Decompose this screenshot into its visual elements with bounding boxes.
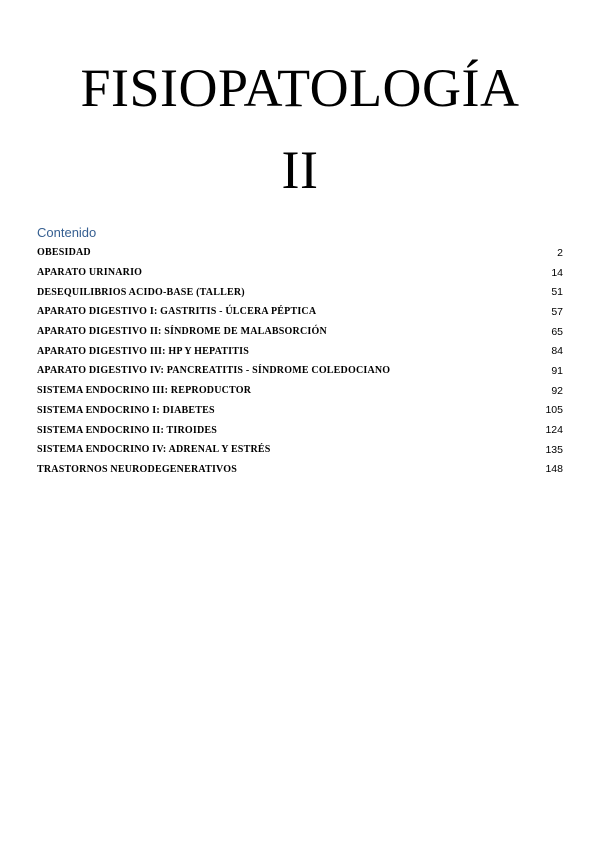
toc-entry-label: SISTEMA ENDOCRINO III: REPRODUCTOR	[37, 385, 252, 397]
toc-entry-page: 84	[551, 345, 563, 358]
toc-entry[interactable]	[37, 282, 563, 302]
toc-entry[interactable]	[37, 381, 563, 401]
toc-entry-label: APARATO URINARIO	[37, 267, 143, 279]
toc-entry[interactable]	[37, 401, 563, 421]
toc-entry[interactable]	[37, 460, 563, 480]
toc-entry[interactable]	[37, 440, 563, 460]
toc-entry-page: 57	[551, 305, 563, 318]
toc-entry-label: APARATO DIGESTIVO II: SÍNDROME DE MALABSORCIÓN	[37, 326, 327, 338]
document-subtitle-numeral: II	[281, 140, 319, 200]
toc-entry-label: APARATO DIGESTIVO III: HP Y HEPATITIS	[37, 345, 249, 357]
toc-entry-label: SISTEMA ENDOCRINO IV: ADRENAL Y ESTRÉS	[37, 444, 271, 456]
toc-entry-page: 92	[551, 384, 563, 397]
toc-entry-label: TRASTORNOS NEURODEGENERATIVOS	[37, 463, 237, 475]
toc-heading: Contenido	[37, 225, 97, 240]
toc-entry-page: 91	[551, 364, 563, 377]
toc-entry-label: DESEQUILIBRIOS ACIDO-BASE (TALLER)	[37, 286, 245, 298]
toc-entry-page: 148	[545, 463, 563, 476]
toc-entry-page: 14	[551, 266, 563, 279]
toc-entry-page: 65	[551, 325, 563, 338]
document-title: FISIOPATOLOGÍA	[80, 58, 520, 118]
toc-entry-label: APARATO DIGESTIVO IV: PANCREATITIS - SÍNDROME COLEDOCIANO	[37, 365, 391, 377]
toc-entry-page: 51	[551, 286, 563, 299]
toc-entry-page: 135	[545, 443, 563, 456]
toc-entry[interactable]	[37, 263, 563, 283]
toc-entry[interactable]	[37, 302, 563, 322]
toc-entry-page: 105	[545, 404, 563, 417]
table-of-contents	[37, 243, 563, 479]
toc-entry-page: 2	[557, 246, 563, 259]
toc-entry[interactable]	[37, 341, 563, 361]
toc-entry-label: SISTEMA ENDOCRINO I: DIABETES	[37, 404, 215, 416]
toc-entry-label: OBESIDAD	[37, 247, 91, 259]
toc-entry-label: APARATO DIGESTIVO I: GASTRITIS - ÚLCERA PÉPTICA	[37, 306, 317, 318]
toc-entry[interactable]	[37, 420, 563, 440]
toc-entry[interactable]	[37, 243, 563, 263]
toc-entry-page: 124	[545, 424, 563, 437]
toc-entry[interactable]	[37, 361, 563, 381]
toc-entry-label: SISTEMA ENDOCRINO II: TIROIDES	[37, 424, 218, 436]
toc-entry[interactable]	[37, 322, 563, 342]
